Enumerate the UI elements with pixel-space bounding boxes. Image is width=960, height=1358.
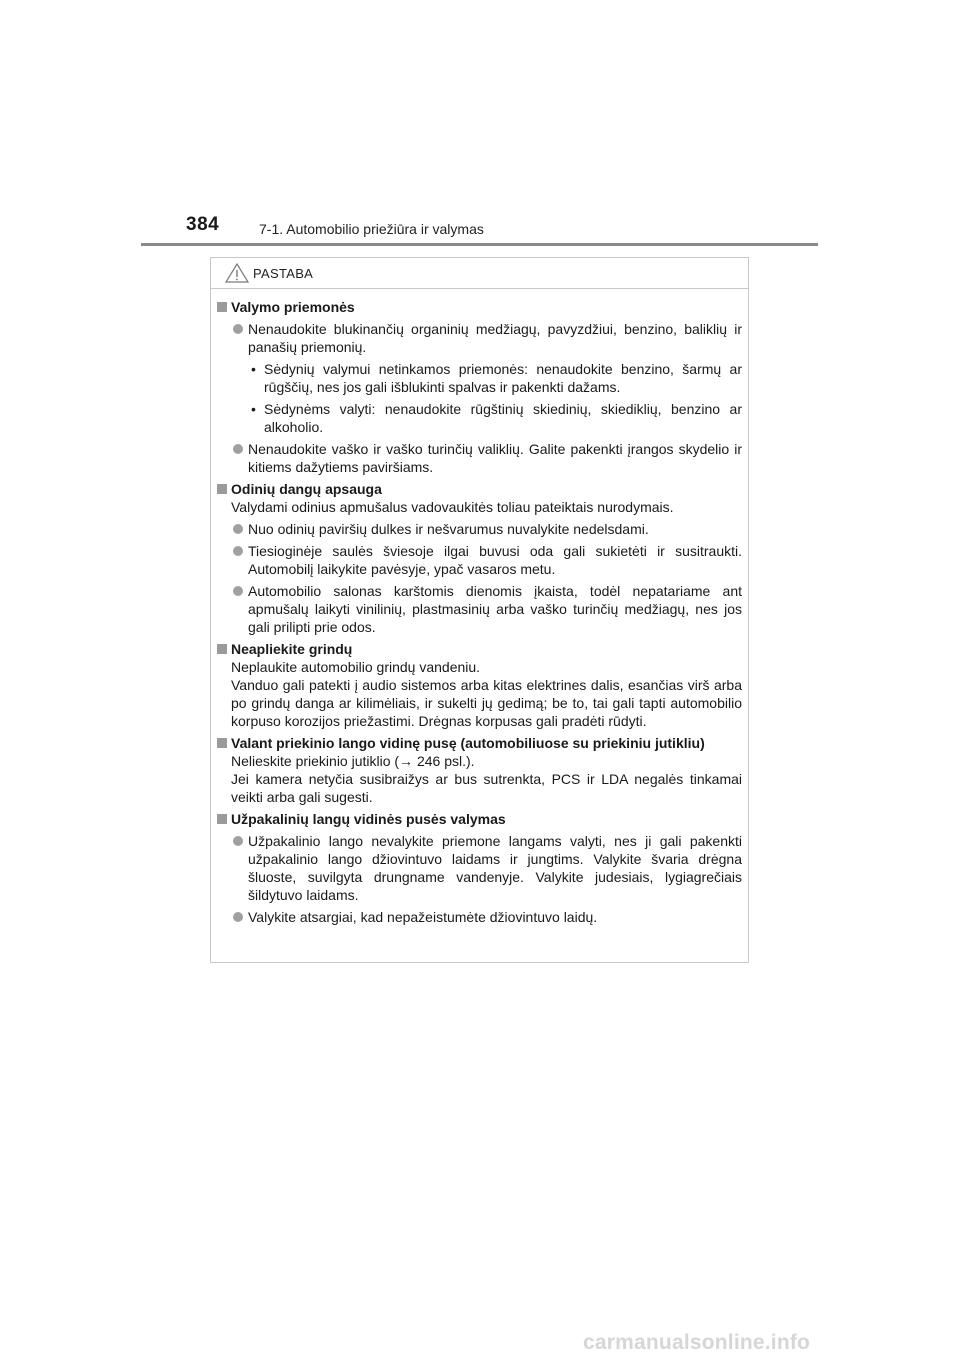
list-item: [233, 542, 742, 578]
list-item: [233, 320, 742, 356]
list-item: [233, 832, 742, 904]
square-bullet-icon: [217, 644, 227, 654]
section-intro: Valydami odinius apmušalus vadovaukitės toliau pateiktais nurodymais.: [231, 499, 674, 515]
sub-list-item-text: Sėdynių valymui netinkamos priemonės: nenaudokite benzino, šarmų ar rūgščių, nes jos gali išblukinti spalvas ir pakenkti dažams.: [264, 361, 742, 395]
circle-bullet-icon: [233, 586, 243, 596]
paragraph: Jei kamera netyčia susibraižys ar bus sutrenkta, PCS ir LDA negalės tinkamai veikti arba gali sugesti.: [231, 771, 742, 805]
sub-list-item: [251, 360, 742, 396]
section-heading: [217, 480, 742, 498]
circle-bullet-icon: [233, 324, 243, 334]
circle-bullet-icon: [233, 836, 243, 846]
circle-bullet-icon: [233, 546, 243, 556]
notice-box: [210, 257, 749, 963]
square-bullet-icon: [217, 738, 227, 748]
list-item: [233, 440, 742, 476]
list-item-text: Užpakalinio lango nevalykite priemone langams valyti, nes ji gali pakenkti užpakalinio lango džiovintuvo laidams ir jungtims. Valykite švaria drėgna šluoste, suvilgyta drungname vandenyje. Valykite judesiais, lygiagrečiais šildytuvo laidams.: [248, 833, 742, 903]
section-windshield-inside: [217, 734, 742, 806]
circle-bullet-icon: [233, 444, 243, 454]
list-item-text: Nenaudokite blukinančių organinių medžiagų, pavyzdžiui, benzino, baliklių ir panašių priemonių.: [248, 321, 742, 355]
list-item-text: Tiesioginėje saulės šviesoje ilgai buvusi oda gali sukietėti ir susitraukti. Automobilį laikykite pavėsyje, ypač vasaros metu.: [248, 543, 742, 577]
list-item: [233, 582, 742, 636]
circle-bullet-icon: [233, 524, 243, 534]
page-number: 384: [186, 214, 220, 235]
section-heading-text: Užpakalinių langų vidinės pusės valymas: [231, 811, 506, 827]
section-heading-text: Valymo priemonės: [231, 299, 355, 315]
section-heading-text: Odinių dangų apsauga: [231, 481, 382, 497]
list-item-text: Nenaudokite vaško ir vaško turinčių valiklių. Galite pakenkti įrangos skydelio ir kitiems dažytiems paviršiams.: [248, 441, 742, 475]
header-rule: [141, 243, 818, 246]
paragraph: Nelieskite priekinio jutiklio (→ 246 psl.).: [231, 753, 475, 769]
warning-icon: [225, 263, 249, 283]
section-leather-care: [217, 480, 742, 636]
section-floor-water: [217, 640, 742, 730]
section-rear-window-inside: [217, 810, 742, 926]
section-heading: [217, 640, 742, 658]
paragraph: Vanduo gali patekti į audio sistemos arba kitas elektrines dalis, esančias virš arba po grindų danga ar kilimėliais, ir sukelti jų gedimą; be to, tai gali tapti automobilio korpuso korozijos priežastimi. Drėgnas korpusas gali pradėti rūdyti.: [231, 677, 742, 729]
dot-marker-icon: •: [251, 401, 256, 417]
watermark: carmanualsonline.info: [583, 1331, 811, 1354]
notice-body: [211, 289, 748, 926]
notice-label: PASTABA: [253, 266, 314, 281]
section-cleaning-agents: [217, 298, 742, 476]
square-bullet-icon: [217, 484, 227, 494]
list-item-text: Nuo odinių paviršių dulkes ir nešvarumus nuvalykite nedelsdami.: [248, 521, 649, 537]
list-item-text: Valykite atsargiai, kad nepažeistumėte džiovintuvo laidų.: [248, 909, 598, 925]
section-heading: [217, 298, 742, 316]
notice-header: [211, 258, 748, 289]
section-heading: [217, 734, 742, 752]
paragraph: Neplaukite automobilio grindų vandeniu.: [231, 659, 481, 675]
section-heading-text: Neapliekite grindų: [231, 641, 353, 657]
section-heading-text: Valant priekinio lango vidinę pusę (automobiliuose su priekiniu jutikliu): [231, 735, 705, 751]
list-item-text: Automobilio salonas karštomis dienomis įkaista, todėl nepatariame ant apmušalų laikyti vinilinių, plastmasinių arba vaško turinčių medžiagų, nes jos gali prilipti prie odos.: [248, 583, 742, 635]
square-bullet-icon: [217, 302, 227, 312]
sub-list-item-text: Sėdynėms valyti: nenaudokite rūgštinių skiedinių, skiediklių, benzino ar alkoholio.: [264, 401, 742, 435]
list-item: [233, 520, 742, 538]
circle-bullet-icon: [233, 912, 243, 922]
section-heading: [217, 810, 742, 828]
list-item: [233, 908, 742, 926]
dot-marker-icon: •: [251, 361, 256, 377]
sub-list-item: [251, 400, 742, 436]
square-bullet-icon: [217, 814, 227, 824]
section-title: 7-1. Automobilio priežiūra ir valymas: [259, 221, 484, 237]
